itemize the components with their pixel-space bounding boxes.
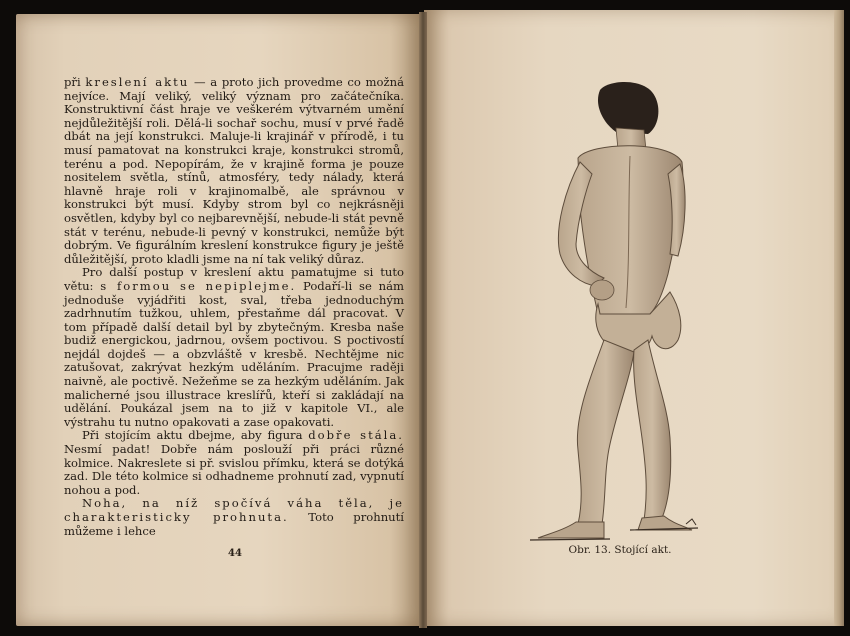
page-number: 44 (228, 548, 242, 559)
text-segment: Při stojícím aktu dbejme, aby figura (82, 428, 309, 443)
page-edge (834, 10, 844, 626)
figure-caption: Obr. 13. Stojící akt. (568, 544, 672, 556)
text-segment: Nesmí padat! Dobře nám poslouží při práci různé kolmice. Nakreslete si př. svislou přímku, která se dotýká zad. Dle této kolmice si odhadneme prohnutí zad, vypnutí nohou a pod. (64, 442, 404, 497)
text-paragraph (64, 429, 404, 497)
text-segment: Podaří-li se nám jednoduše vyjádřiti kost, sval, třeba jednoduchým zadrhnutím tužkou, uhlem, přestaňme dál pracovat. V tom případě další detail byl by zbytečným. Kresba naše budiž energickou, jadrnou, ovšem poctivou. S poctivostí nejdál dojdeš — a obzvláště v kresbě. Nechtějme nic zatušovat, zakrývat hezkým uděláním. Pracujme raději naivně, ale poctivě. Nežeňme se za hezkým uděláním. Jak malicherné jsou illustrace kreslířů, kteří si zakládají na udělání. Poukázal jsem na to již v kapitole VI., ale výstrahu tu nutno opakovati a zase opakovati. (64, 278, 404, 429)
figure-right-leg (634, 340, 671, 520)
text-segment: při (64, 75, 86, 89)
text-segment: — a proto jich provedme co možná nejvíce. Mají veliký, veliký význam pro začátečníka. Konstruktivní část hraje ve veškerém výtvarném umění nejdůležitější roli. Dělá-li sochař sochu, musí v prvé řadě dbát na její konstrukci. Maluje-li krajinář v přírodě, i tu musí pamatovat na konstrukci kraje, konstrukci stromů, terénu a pod. Nepopírám, že v krajině forma je pouze nositelem světla, stínů, atmosféry, tedy nálady, která hlavně hraje roli v krajinomalbě, ale správnou v konstrukci být musí. Kdyby strom byl co nejkrásněji osvětlen, kdyby byl co nejbarevnější, nebude-li stát pevně stát v terénu, nebude-li pevný v konstrukci, nemůže být dobrým. Ve figurálním kreslení konstrukce figury je ještě důležitější, proto kladli jsme na ní tak veliký důraz. (64, 75, 405, 266)
figure-left-leg (577, 340, 634, 524)
text-segment: Pro další postup v kreslení aktu pamatujme si tuto větu: (64, 265, 404, 293)
figure-left-foot (538, 522, 604, 538)
emphasized-text: s formou se nepiplejme. (100, 278, 297, 293)
left-page-text (64, 76, 404, 538)
text-segment: Toto prohnutí můžeme i lehce (64, 510, 404, 538)
book-gutter (419, 12, 427, 628)
figure-hair (598, 82, 658, 134)
text-paragraph (64, 76, 404, 266)
emphasized-text: dobře stála. (308, 428, 404, 443)
emphasized-text: kreslení aktu (85, 75, 190, 89)
emphasized-text: Noha, na níž spočívá váha těla, je charakteristicky prohnuta. (64, 496, 404, 524)
text-paragraph (64, 497, 404, 538)
standing-nude-illustration (520, 78, 700, 548)
text-paragraph (64, 266, 404, 429)
